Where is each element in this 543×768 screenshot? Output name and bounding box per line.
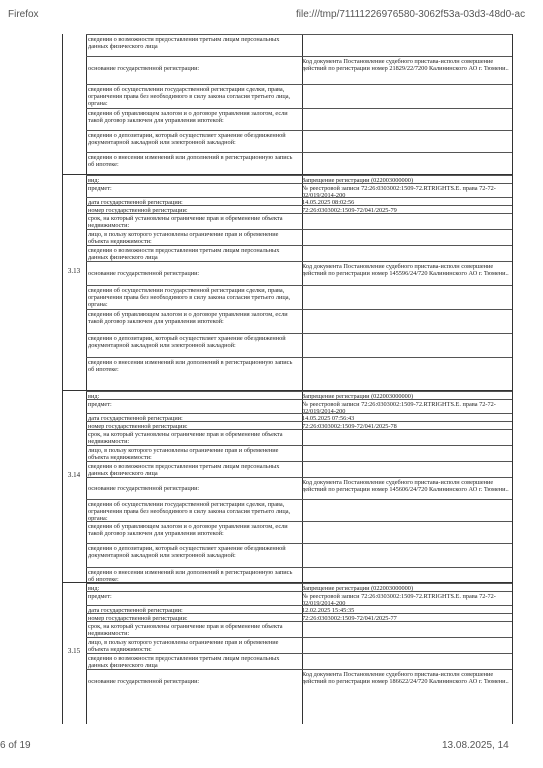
value-basis: Код документа Постановление судебного пристава-исполн совершение действий по регистрации номер 21829/22/7200 Калининского АО г. Тюмени.. [302,58,509,73]
label-changes: сведения о внесении изменений или дополнений в регистрационную запись об ипотеке: [88,154,293,169]
label-depositary: сведения о депозитарии, который осуществляет хранение обездвиженной документарной закладной или электронной закладной: [88,132,286,147]
row-basis [86,56,512,85]
label-basis: основание государственной регистрации: [88,485,200,492]
value-subject: № реестровой записи 72:26:0303002:1509-72.RTRIGHTS.E. права 72-72-02/019/2014-200 [302,401,496,416]
section-3-13 [62,174,512,391]
value-subject: № реестровой записи 72:26:0303002:1509-72.RTRIGHTS.E. права 72-72-02/019/2014-200 [302,593,496,608]
label-reg-date: дата государственной регистрации: [88,415,183,422]
label-manager: сведения об управляющем залогом и о договоре управления залогом, если такой договор заключен для управления ипотекой: [88,523,288,538]
label-basis: основание государственной регистрации: [88,270,200,277]
label-term: срок, на который установлены ограничение прав и обременение объекта недвижимости: [88,623,283,638]
label-manager: сведения об управляющем залогом и о договоре управления залогом, если такой договор заключен для управления ипотекой: [88,311,288,326]
label-reg-number: номер государственной регистрации: [88,207,188,214]
row-third-party [86,34,512,57]
label-basis: основание государственной регистрации: [88,678,200,685]
label-changes: сведения о внесении изменений или дополнений в регистрационную запись об ипотеке: [88,359,293,374]
section-number: 3.15 [67,647,81,655]
section-3-14 [62,390,512,589]
section-number: 3.14 [67,471,81,479]
label-subject: предмет: [88,185,112,192]
value-reg-number: 72:26:0303002:1509-72/041/2025-78 [302,423,397,430]
label-third-party: сведения о возможности предоставления третьим лицам персональных данных физического лица [88,463,280,478]
value-subject: № реестровой записи 72:26:0303002:1509-72.RTRIGHTS.E. права 72-72-02/019/2014-200 [302,185,496,200]
value-basis: Код документа Постановление судебного пристава-исполн совершение действий по регистрации номер 145606/24/720 Калининского АО г. Тюмени.. [302,479,509,494]
browser-app-name: Firefox [8,9,39,20]
label-depositary: сведения о депозитарии, который осуществляет хранение обездвиженной документарной закладной или электронной закладной: [88,545,286,560]
browser-url: file:///tmp/71111226976580-3062f53a-03d3-48d0-ac [296,9,526,20]
label-consent: сведения об осуществлении государственной регистрации сделки, права, ограничения права без необходимого в силу закона согласия третьего лица, органа: [88,86,291,108]
label-kind: вид: [88,585,100,592]
value-kind: Запрещение регистрации (022003000000) [302,393,414,400]
value-reg-number: 72:26:0303002:1509-72/041/2025-77 [302,615,397,622]
label-basis: основание государственной регистрации: [88,65,200,72]
page-counter: 6 of 19 [0,740,31,751]
label-beneficiary: лицо, в пользу которого установлены ограничение прав и обременение объекта недвижимости: [88,639,279,654]
value-kind: Запрещение регистрации (022003000000) [302,177,414,184]
label-kind: вид: [88,177,100,184]
label-manager: сведения об управляющем залогом и о договоре управления залогом, если такой договор заключен для управления ипотекой: [88,110,288,125]
label-beneficiary: лицо, в пользу которого установлены ограничение прав и обременение объекта недвижимости: [88,447,279,462]
value-kind: Запрещение регистрации (022003000000) [302,585,414,592]
section-continued [62,34,512,182]
label-third-party: сведения о возможности предоставления третьим лицам персональных данных физического лица [88,36,280,51]
row-manager [86,108,512,131]
label-consent: сведения об осуществлении государственной регистрации сделки, права, ограничения права без необходимого в силу закона согласия третьего лица, органа: [88,501,291,523]
value-reg-number: 72:26:0303002:1509-72/041/2025-79 [302,207,397,214]
label-subject: предмет: [88,593,112,600]
section-3-15 [62,582,512,725]
table-border-right [512,34,513,724]
document-table [62,34,512,724]
label-reg-date: дата государственной регистрации: [88,607,183,614]
label-subject: предмет: [88,401,112,408]
label-reg-date: дата государственной регистрации: [88,199,183,206]
value-reg-date: 14.05.2025 07:56:43 [302,415,355,422]
section-number: 3.13 [67,267,81,275]
value-reg-date: 12.02.2025 15:45:35 [302,607,355,614]
value-basis: Код документа Постановление судебного пристава-исполн совершение действий по регистрации номер 145596/24/720 Калининского АО г. Тюмени.. [302,263,509,278]
row-changes [86,152,512,175]
value-basis: Код документа Постановление судебного пристава-исполн совершение действий по регистрации номер 186622/24/720 Калининского АО г. Тюмени.. [302,671,509,686]
label-depositary: сведения о депозитарии, который осуществляет хранение обездвиженной документарной закладной или электронной закладной: [88,335,286,350]
value-reg-date: 14.05.2025 08:02:56 [302,199,355,206]
label-reg-number: номер государственной регистрации: [88,423,188,430]
label-reg-number: номер государственной регистрации: [88,615,188,622]
print-datetime: 13.08.2025, 14 [442,740,509,751]
row-consent [86,84,512,109]
label-changes: сведения о внесении изменений или дополнений в регистрационную запись об ипотеке: [88,569,293,584]
label-term: срок, на который установлены ограничение прав и обременение объекта недвижимости: [88,215,283,230]
label-third-party: сведения о возможности предоставления третьим лицам персональных данных физического лица [88,247,280,262]
label-consent: сведения об осуществлении государственной регистрации сделки, права, ограничения права без необходимого в силу закона согласия третьего лица, органа: [88,287,291,309]
label-kind: вид: [88,393,100,400]
label-term: срок, на который установлены ограничение прав и обременение объекта недвижимости: [88,431,283,446]
label-third-party: сведения о возможности предоставления третьим лицам персональных данных физического лица [88,655,280,670]
row-depositary [86,130,512,153]
label-beneficiary: лицо, в пользу которого установлены ограничение прав и обременение объекта недвижимости: [88,231,279,246]
